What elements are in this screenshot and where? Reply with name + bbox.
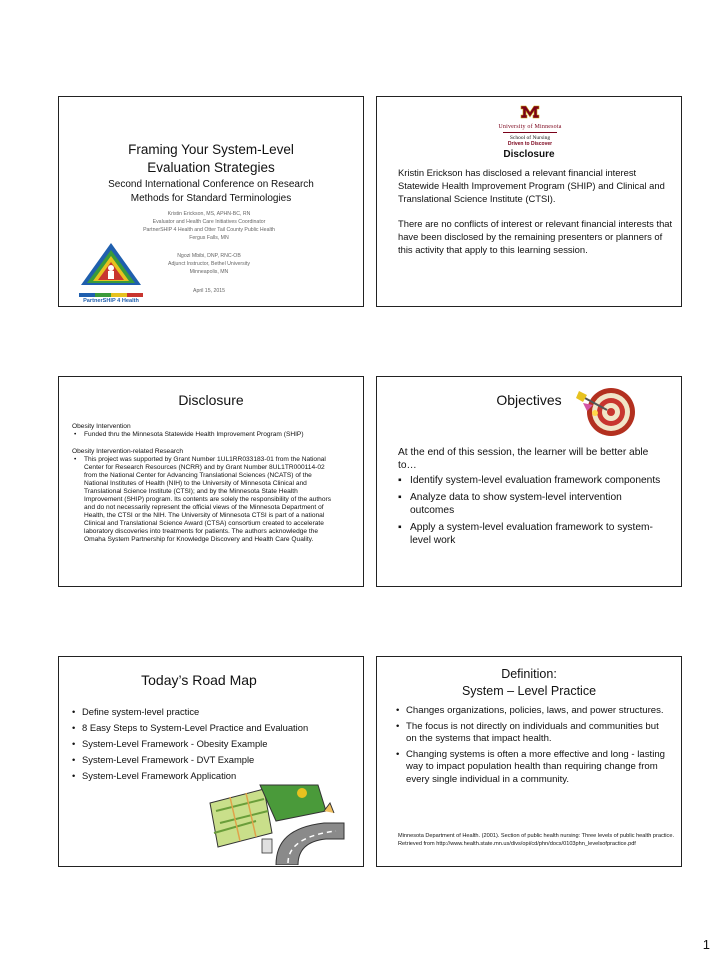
disclosure-paragraph-2: There are no conflicts of interest or relevant financial interests that have been disclosed by the remaining presenters or planners of this activity that apply to this learning session. [398,218,673,255]
school-name: School of Nursing [509,135,551,141]
list-item: • System-Level Framework Application [70,770,360,781]
slide-disclosure-2 [58,376,364,587]
definition-list [394,705,666,786]
slide-title: Definition: System – Level Practice [461,667,597,698]
partnership-4-health-logo [79,241,143,304]
list-item: • Funded thru the Minnesota Statewide Health Improvement Program (SHIP) [72,431,354,439]
umn-m-icon [520,105,540,119]
list-item: • 8 Easy Steps to System-Level Practice and Evaluation [70,722,360,733]
logo-text: PartnerSHIP 4 Health [83,298,139,304]
bullet-list [72,456,354,544]
slide-definition [376,656,682,867]
slide-road-map [58,656,364,867]
list-item: ▪ Identify system-level evaluation framework components [398,474,668,487]
list-item: • System-Level Framework - Obesity Example [70,738,360,749]
objectives-list [398,474,668,547]
slide-title: Objectives [496,392,562,408]
disclosure-paragraph-1: Kristin Erickson has disclosed a relevant financial interest Statewide Health Improvement Program (SHIP) and Clinical and Translational Science Institute (CTSI). [398,167,665,204]
presentation-date: April 15, 2015 [192,288,225,294]
list-item: • Define system-level practice [70,706,360,717]
objectives-body [398,446,668,547]
bullet-list [72,431,354,439]
slide-title: Disclosure [178,392,244,408]
slide-disclosure-1 [376,96,682,307]
reference-citation: Minnesota Department of Health. (2001). Section of public health nursing: Three levels of public health practice. Retrieved from http://www.health.state.mn.us/divs/opi/cd/phn/docs/0103phn_levelsofpractice.pdf [398,833,675,847]
logo-band: Otter Tail [111,293,127,297]
slide-objectives [376,376,682,587]
slide-title: Today’s Road Map [141,672,257,688]
author1-block: Kristin Erickson, MS, APHN-BC, RN Evaluator and Health Care Initiatives Coordinator PartnerSHIP 4 Health and Otter Tail County Public Health Fergus Falls, MN [143,211,275,241]
road-map-list [70,706,360,781]
disclosure-heading: Disclosure [503,149,555,160]
list-item: ▪ Analyze data to show system-level intervention outcomes [398,491,668,517]
logo-triangle-icon [79,241,143,287]
slide-title [58,96,364,307]
umn-wordmark: University of Minnesota [498,124,562,130]
logo-bands [79,293,143,297]
logo-band: Wilkin [127,293,143,297]
road-map-illustration-icon [206,781,346,865]
list-item: • Changing systems is often a more effective and long - lasting way to impact population health than requiring change from every single individual in a community. [394,749,666,787]
section-heading: Obesity Intervention [72,423,131,430]
umn-logo [495,105,565,147]
list-item: • This project was supported by Grant Number 1UL1RR033183-01 from the National Center for Research Resources (NCRR) and by Grant Number 8UL1TR000114-02 from the National Center for Advancing Translational Sciences (NCATS) of the National Institutes of Health (NIH) to the University of Minnesota Clinical and Translational Science Institute (CTSI); and by the Minnesota State Health Improvement (SHIP) program. Its contents are solely the responsibility of the authors and do not necessarily represent the official views of the Minnesota Department of Health, the CTSI or the NIH. The University of Minnesota CTSI is part of a national Clinical and Translational Science Award (CTSA) consortium created to accelerate laboratory discoveries into treatments for patients. The authors acknowledge the Omaha System Partnership for Knowledge Discovery and Health Care Quality. [72,456,334,544]
page-number: 1 [702,937,710,952]
section-heading: Obesity Intervention-related Research [72,448,184,455]
slide-title-heading: Framing Your System-Level Evaluation Strategies [128,142,294,175]
objectives-intro: At the end of this session, the learner will be better able to… [398,447,649,471]
logo-band: Clay [95,293,111,297]
umn-tagline: Driven to Discover [507,141,553,147]
list-item: • The focus is not directly on individuals and communities but on the systems that impact health. [394,721,666,746]
logo-divider [503,132,557,133]
disclosure-body [72,423,354,544]
author2-block: Ngozi Mbibi, DNP, RNC-OB Adjunct Instructor, Bethel University Minneapolis, MN [168,253,250,275]
list-item: • System-Level Framework - DVT Example [70,754,360,765]
conference-name: Second International Conference on Research Methods for Standard Terminologies [108,179,314,204]
list-item: • Changes organizations, policies, laws, and power structures. [394,705,666,718]
list-item: ▪ Apply a system-level evaluation framework to system-level work [398,521,668,547]
logo-band: Becker [79,293,95,297]
target-dart-icon [573,383,641,439]
